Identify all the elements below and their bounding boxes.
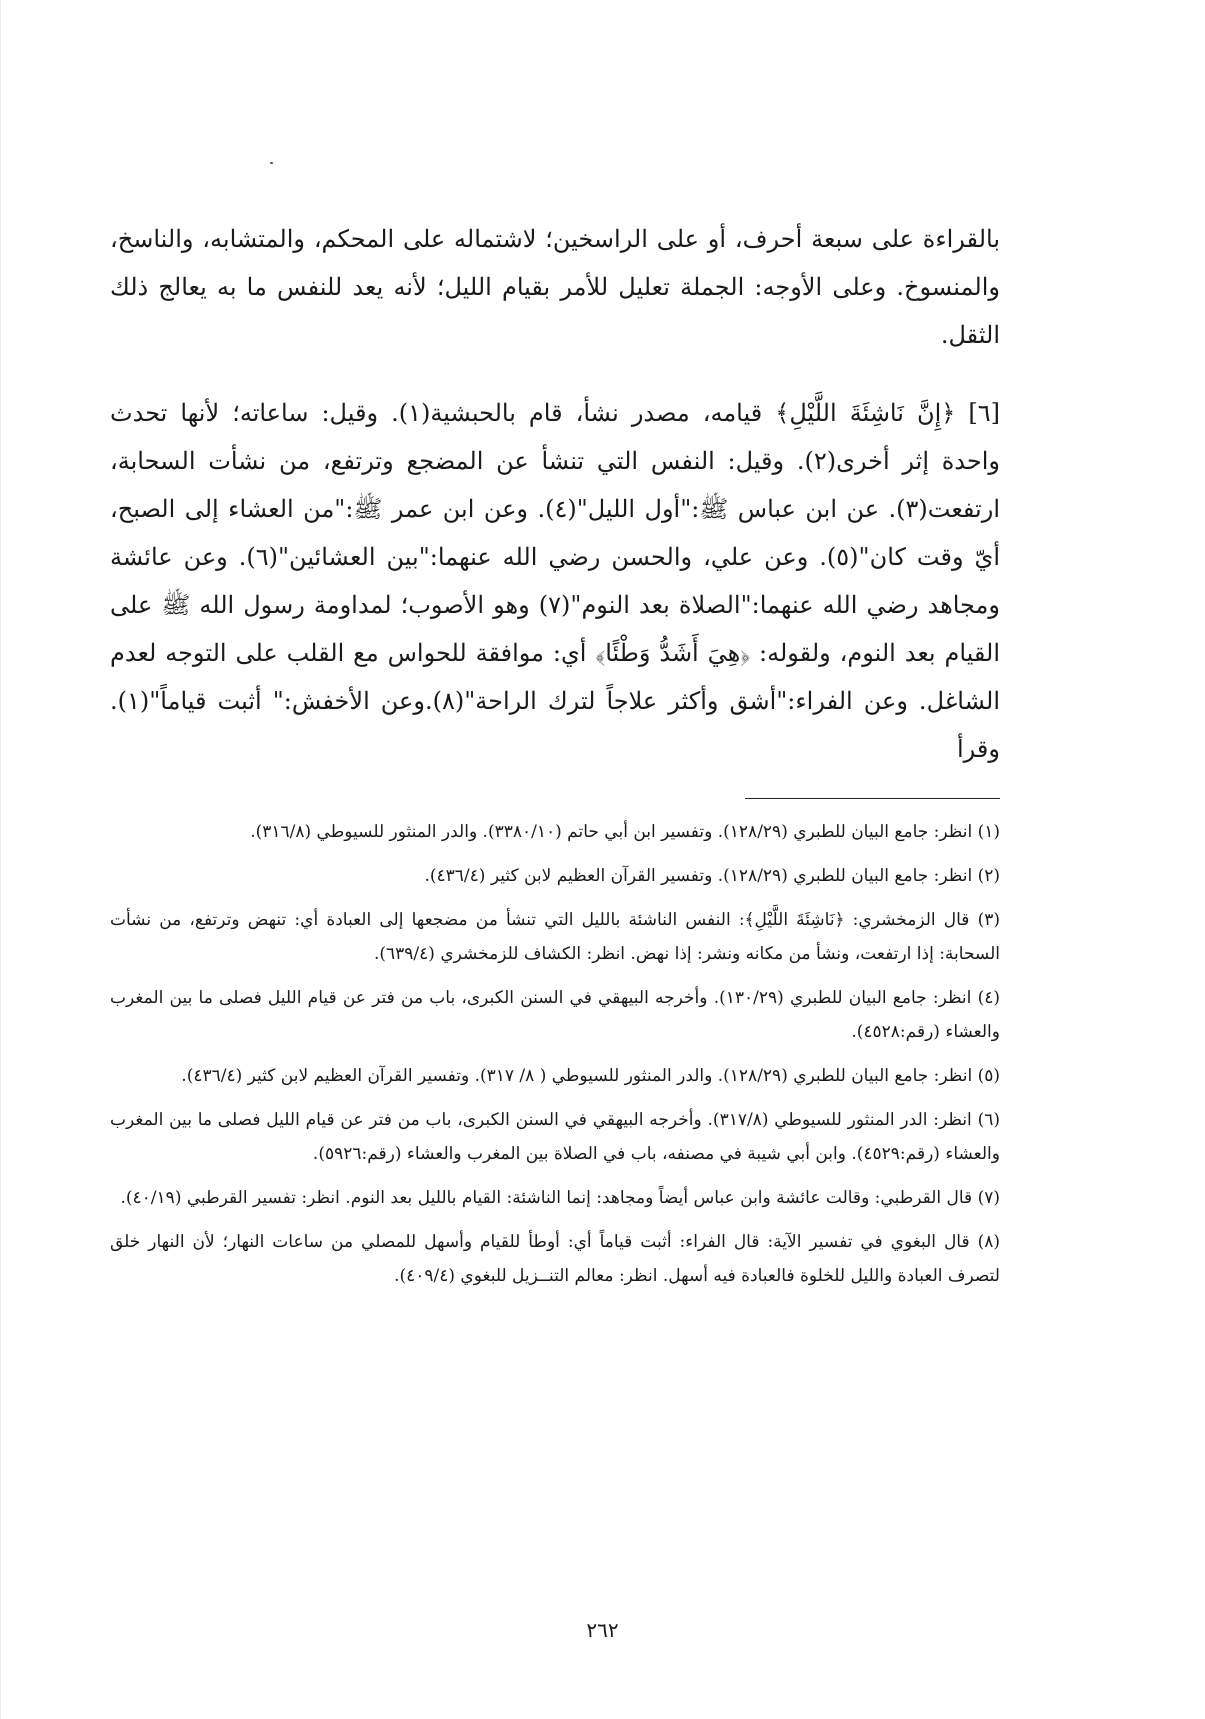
page-edge bbox=[0, 0, 1, 1719]
paragraph-continuation: بالقراءة على سبعة أحرف، أو على الراسخين؛ لاشتماله على المحكم، والمتشابه، والناسخ، والمنسوخ. وعلى الأوجه: الجملة تعليل للأمر بقيام الليل؛ لأنه يعد للنفس ما به يعالج ذلك الثقل. bbox=[110, 225, 1000, 349]
footnote-6: (٦) انظر: الدر المنثور للسيوطي (٣١٧/٨). وأخرجه البيهقي في السنن الكبرى، باب من فتر عن قيام الليل فصلى ما بين المغرب والعشاء (رقم:٤٥٢٩). وابن أبي شيبة في مصنفه، باب في الصلاة بين المغرب والعشاء (رقم:٥٩٢٦). bbox=[110, 1110, 1000, 1164]
footnote-1: (١) انظر: جامع البيان للطبري (١٢٨/٢٩). وتفسير ابن أبي حاتم (٣٣٨٠/١٠). والدر المنثور للسيوطي (٣١٦/٨). bbox=[250, 822, 1000, 842]
footnote-2: (٢) انظر: جامع البيان للطبري (١٢٨/٢٩). وتفسير القرآن العظيم لابن كثير (٤٣٦/٤). bbox=[424, 866, 1000, 886]
footnotes bbox=[110, 815, 1000, 1303]
page-number: ٢٦٢ bbox=[586, 1618, 619, 1642]
scan-speck bbox=[270, 162, 273, 164]
footnote-8: (٨) قال البغوي في تفسير الآية: قال الفراء: أثبت قياماً أي: أوطأ للقيام وأسهل للمصلي من ساعات النهار؛ لأن النهار خلق لتصرف العبادة والليل للخلوة فالعبادة فيه أسهل. انظر: معالم التنــزيل للبغوي (٤٠٩/٤). bbox=[110, 1232, 1000, 1286]
footnote-separator bbox=[745, 798, 1000, 799]
footnote-7: (٧) قال القرطبي: وقالت عائشة وابن عباس أيضاً ومجاهد: إنما الناشئة: القيام بالليل بعد النوم. انظر: تفسير القرطبي (٤٠/١٩). bbox=[120, 1188, 1000, 1208]
footnote-3: (٣) قال الزمخشري: ﴿نَاشِئَةَ اللَّيْلِ﴾: النفس الناشئة بالليل التي تنشأ من مضجعها إلى العبادة أي: تنهض وترتفع، من نشأت السحابة: إذا ارتفعت، ونشأ من مكانه ونشر: إذا نهض. انظر: الكشاف للزمخشري (٦٣٩/٤). bbox=[110, 910, 1000, 964]
footnote-4: (٤) انظر: جامع البيان للطبري (١٣٠/٢٩). وأخرجه البيهقي في السنن الكبرى، باب من فتر عن قيام الليل فصلى ما بين المغرب والعشاء (رقم:٤٥٢٨). bbox=[110, 988, 1001, 1042]
footnote-5: (٥) انظر: جامع البيان للطبري (١٢٨/٢٩). والدر المنثور للسيوطي ( ٨/ ٣١٧). وتفسير القرآن العظيم لابن كثير (٤٣٦/٤). bbox=[181, 1066, 1000, 1086]
paragraph-verse-6: [٦] ﴿إِنَّ نَاشِئَةَ اللَّيْلِ﴾ قيامه، مصدر نشأ، قام بالحبشية(١). وقيل: ساعاته؛ لأنها تحدث واحدة إثر أخرى(٢). وقيل: النفس التي تنشأ عن المضجع وترتفع، من نشأت السحابة، ارتفعت(٣). عن ابن عباس ﷺ:"أول الليل"(٤). وعن ابن عمر ﷺ:"من العشاء إلى الصبح، أيّ وقت كان"(٥). وعن علي، والحسن رضي الله عنهما:"بين العشائين"(٦). وعن عائشة ومجاهد رضي الله عنهما:"الصلاة بعد النوم"(٧) وهو الأصوب؛ لمداومة رسول الله ﷺ على القيام بعد النوم، ولقوله: ﴿هِيَ أَشَدُّ وَطْئًا﴾ أي: موافقة للحواس مع القلب على التوجه لعدم الشاغل. وعن الفراء:"أشق وأكثر علاجاً لترك الراحة"(٨).وعن الأخفش:" أثبت قياماً"(١). وقرأ bbox=[110, 399, 1000, 763]
main-text bbox=[110, 215, 1000, 773]
